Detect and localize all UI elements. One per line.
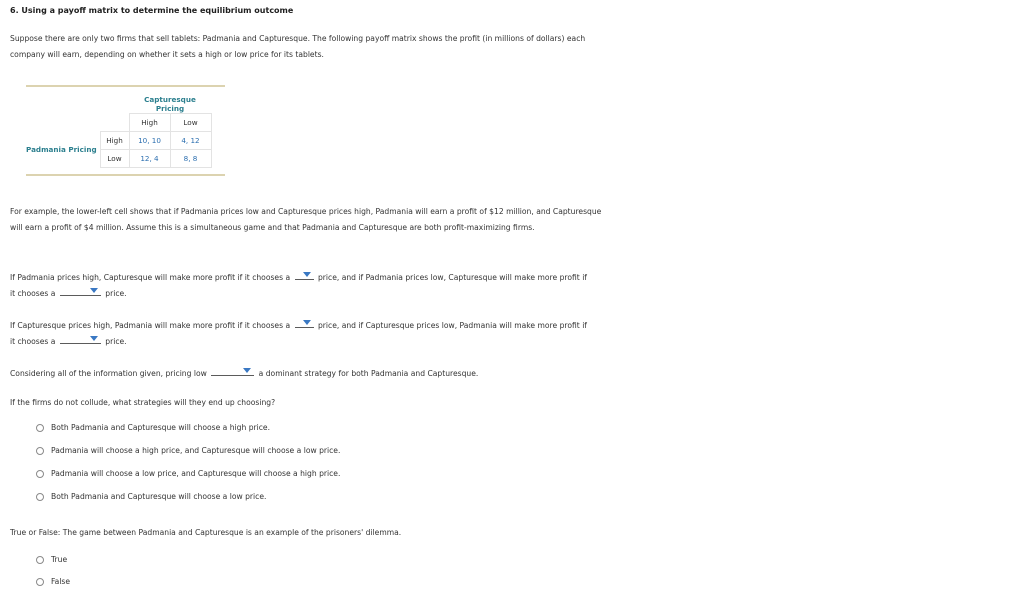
q4-option-4[interactable]: Both Padmania and Capturesque will choose a low price. [36, 492, 266, 501]
triangle-down-icon [243, 368, 251, 373]
q5-prompt: True or False: The game between Padmania and Capturesque is an example of the prisoners' dilemma. [10, 528, 402, 537]
row-header-high: High [100, 132, 129, 150]
intro-text: Suppose there are only two firms that sell tablets: Padmania and Capturesque. The following payoff matrix shows the profit (in millions of dollars) each company will earn, depending on whether it sets a high or low price for its tablets. [10, 34, 586, 59]
q3-line: Considering all of the information given, pricing low a dominant strategy for both Padmania and Capturesque. [10, 366, 478, 378]
radio-button-icon[interactable] [36, 556, 44, 564]
payoff-cell-low-low: 8, 8 [170, 150, 211, 168]
radio-button-icon[interactable] [36, 447, 44, 455]
q1-line2: it chooses a price. [10, 286, 127, 298]
q1-dropdown-1[interactable] [295, 270, 314, 280]
payoff-matrix [26, 95, 212, 168]
q3-dropdown[interactable] [211, 366, 254, 376]
radio-button-icon[interactable] [36, 470, 44, 478]
q5-option-true[interactable]: True [36, 555, 67, 564]
triangle-down-icon [303, 320, 311, 325]
q4-option-3[interactable]: Padmania will choose a low price, and Capturesque will choose a high price. [36, 469, 340, 478]
matrix-top-rule [26, 85, 225, 87]
row-player-label: Padmania Pricing [26, 145, 97, 154]
q2-line1: If Capturesque prices high, Padmania will make more profit if it chooses a price, and if Capturesque prices low, Padmania will make more profit if [10, 318, 587, 330]
q4-prompt: If the firms do not collude, what strategies will they end up choosing? [10, 398, 276, 407]
radio-button-icon[interactable] [36, 424, 44, 432]
col-header-low: Low [170, 114, 211, 132]
matrix-bottom-rule [26, 174, 225, 176]
triangle-down-icon [90, 288, 98, 293]
example-text: For example, the lower-left cell shows that if Padmania prices low and Capturesque prices high, Padmania will earn a profit of $12 million, and Capturesque will earn a profit of $4 million. Assume this is a simultaneous game and that Padmania and Capturesque are both profit-maximizing firms. [10, 207, 602, 232]
col-header-high: High [129, 114, 170, 132]
triangle-down-icon [90, 336, 98, 341]
q1-line1: If Padmania prices high, Capturesque will make more profit if it chooses a price, and if Padmania prices low, Capturesque will make more profit if [10, 270, 587, 282]
q1-dropdown-2[interactable] [60, 286, 101, 296]
q4-option-1[interactable]: Both Padmania and Capturesque will choose a high price. [36, 423, 270, 432]
col-player-label: Capturesque Pricing [144, 95, 196, 113]
q2-dropdown-1[interactable] [295, 318, 314, 328]
q5-option-false[interactable]: False [36, 577, 70, 586]
triangle-down-icon [303, 272, 311, 277]
radio-button-icon[interactable] [36, 493, 44, 501]
q2-dropdown-2[interactable] [60, 334, 101, 344]
payoff-cell-low-high: 12, 4 [129, 150, 170, 168]
question-title: 6. Using a payoff matrix to determine the equilibrium outcome [10, 6, 294, 15]
q4-option-2[interactable]: Padmania will choose a high price, and Capturesque will choose a low price. [36, 446, 340, 455]
payoff-cell-high-low: 4, 12 [170, 132, 211, 150]
radio-button-icon[interactable] [36, 578, 44, 586]
payoff-cell-high-high: 10, 10 [129, 132, 170, 150]
row-header-low: Low [100, 150, 129, 168]
q2-line2: it chooses a price. [10, 334, 127, 346]
